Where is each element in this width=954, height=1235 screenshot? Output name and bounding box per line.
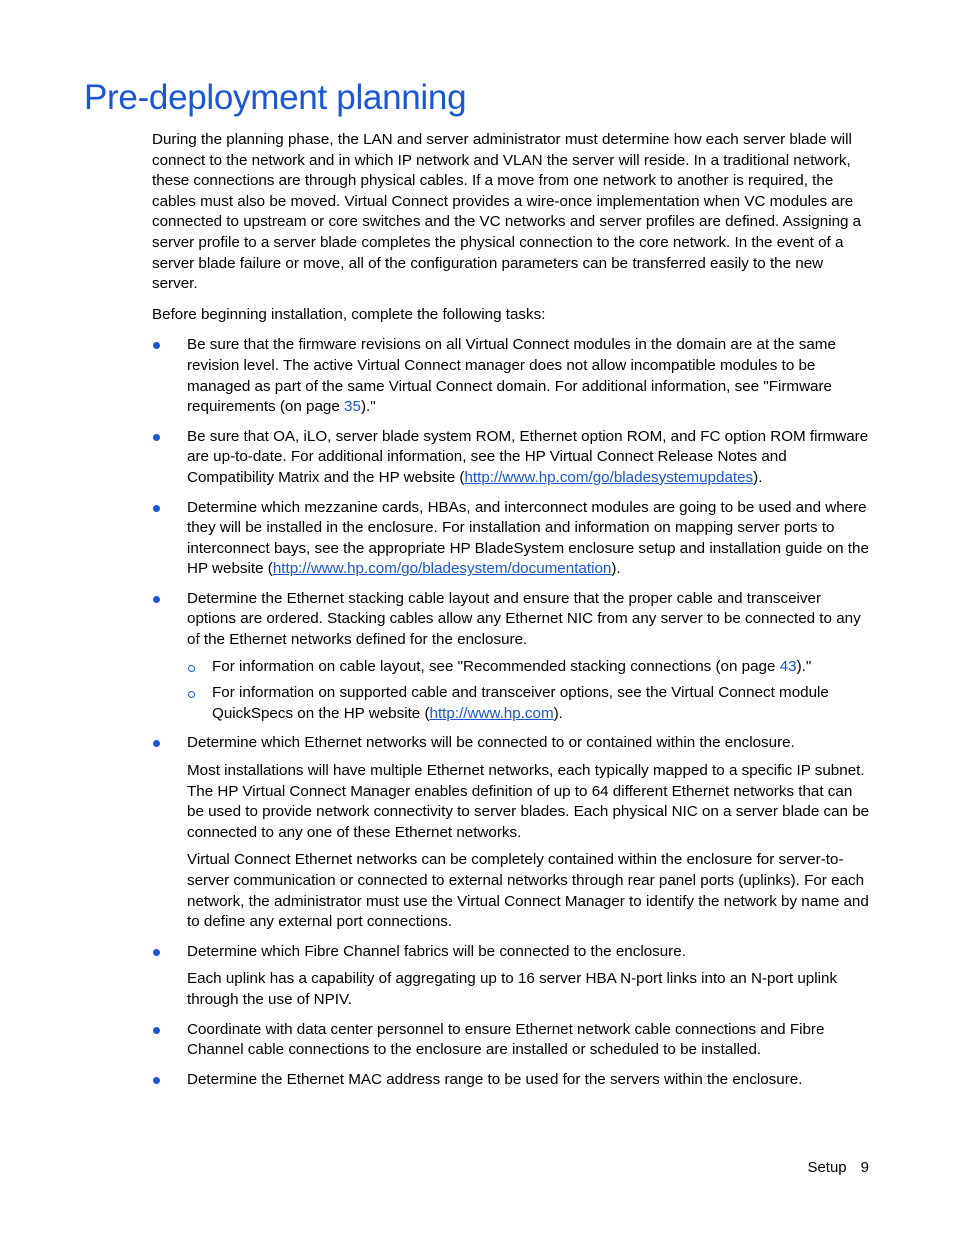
subbullet-transceiver: For information on supported cable and transceiver options, see the Virtual Connect module QuickSpecs on the HP website (http://www.hp.com). — [187, 683, 872, 724]
tasks-intro: Before beginning installation, complete the following tasks: — [152, 305, 546, 323]
hp-website-link[interactable]: http://www.hp.com — [429, 704, 554, 722]
intro-paragraph: During the planning phase, the LAN and server administrator must determine how each server blade will connect to the network and in which IP network and VLAN the server will reside. In a traditional network, these connections are through physical cables. If a move from one network to another is required, the cables must also be moved. Virtual Connect provides a wire-once implementation when VC modules are connected to upstream or core switches and the VC networks and server profiles are defined. Assigning a server profile to a server blade completes the physical connection to the core network. In the event of a server blade failure or move, all of the configuration parameters can be transferred easily to the new server. — [152, 131, 862, 293]
ethernet-networks-paragraph: Most installations will have multiple Ethernet networks, each typically mapped to a specific IP subnet. The HP Virtual Connect Manager enables definition of up to 64 different Ethernet networks that can be used to provide network connectivity to server blades. Each physical NIC on a server blade can be connected to any one of these Ethernet networks. — [187, 762, 870, 841]
bullet-icon — [153, 949, 160, 956]
bullet-fibre-channel: Determine which Fibre Channel fabrics will be connected to the enclosure. Each uplink has a capability of aggregating up to 16 server HBA N-port links into an N-port uplink through the use of NPIV. — [152, 942, 872, 1011]
sub-bullet-icon — [188, 665, 195, 672]
vc-ethernet-paragraph: Virtual Connect Ethernet networks can be completely contained within the enclosure for server-to-server communication or connected to external networks through rear panel ports (uplinks). For each network, the administrator must use the Virtual Connect Manager to identify the network by name and to define any external port connections. — [187, 851, 869, 931]
footer-section: Setup — [807, 1159, 847, 1176]
bullet-firmware: Be sure that the firmware revisions on all Virtual Connect modules in the domain are at the same revision level. The active Virtual Connect manager does not allow incompatible modules to be managed as part of the same Virtual Connect domain. For additional information, see "Firmware requirements (on page 35)." — [152, 335, 872, 417]
bullet-ethernet-networks: Determine which Ethernet networks will be connected to or contained within the enclosure. Most installations will have multiple Ethernet networks, each typically mapped to a specific IP subnet. The HP Virtual Connect Manager enables definition of up to 64 different Ethernet networks that can be used to provide network connectivity to server blades. Each physical NIC on a server blade can be connected to any one of these Ethernet networks. Virtual Connect Ethernet networks can be completely contained within the enclosure for server-to-server communication or connected to external networks through rear panel ports (uplinks). For each network, the administrator must use the Virtual Connect Manager to identify the network by name and to define any external port connections. — [152, 733, 872, 932]
sub-bullet-icon — [188, 691, 195, 698]
main-content — [152, 130, 872, 1099]
bullet-icon — [153, 1027, 160, 1034]
bladesystem-documentation-link[interactable]: http://www.hp.com/go/bladesystem/documentation — [272, 560, 612, 578]
bullet-rom-firmware: Be sure that OA, iLO, server blade system ROM, Ethernet option ROM, and FC option ROM firmware are up-to-date. For additional information, see the HP Virtual Connect Release Notes and Compatibility Matrix and the HP website (http://www.hp.com/go/bladesystemupdates). — [152, 427, 872, 489]
npiv-paragraph: Each uplink has a capability of aggregating up to 16 server HBA N-port links into an N-port uplink through the use of NPIV. — [187, 970, 838, 1008]
subbullet-cable-layout: For information on cable layout, see "Recommended stacking connections (on page 43)." — [187, 657, 872, 678]
bullet-icon — [153, 434, 160, 441]
bullet-icon — [153, 596, 160, 603]
bullet-icon — [153, 740, 160, 747]
page-link-43[interactable]: 43 — [779, 657, 797, 675]
bullet-mezzanine: Determine which mezzanine cards, HBAs, and interconnect modules are going to be used and where they will be installed in the enclosure. For installation and information on mapping server ports to interconnect bays, see the appropriate HP BladeSystem enclosure setup and installation guide on the HP website (http://www.hp.com/go/bladesystem/documentation). — [152, 498, 872, 580]
bullet-stacking-cable: Determine the Ethernet stacking cable layout and ensure that the proper cable and transceiver options are ordered. Stacking cables allow any Ethernet NIC from any server to be connected to any of the Ethernet networks defined for the enclosure. For information on cable layout, see "Recommended stacking connections (on page 43)." For information on supported cable and transceiver options, see the Virtual Connect module QuickSpecs on the HP website (http://www.hp.com). — [152, 589, 872, 725]
bullet-data-center: Coordinate with data center personnel to ensure Ethernet network cable connections and Fibre Channel cable connections to the enclosure are installed or scheduled to be installed. — [152, 1020, 872, 1061]
page-link-35[interactable]: 35 — [344, 398, 361, 416]
page-footer — [807, 1159, 869, 1176]
bladesystemupdates-link[interactable]: http://www.hp.com/go/bladesystemupdates — [464, 468, 754, 486]
bullet-mac-range: Determine the Ethernet MAC address range to be used for the servers within the enclosure. — [152, 1070, 872, 1091]
bullet-icon — [153, 1077, 160, 1084]
page-title: Pre-deployment planning — [84, 78, 467, 117]
bullet-icon — [153, 505, 160, 512]
bullet-icon — [153, 342, 160, 349]
footer-page-number: 9 — [860, 1159, 869, 1176]
